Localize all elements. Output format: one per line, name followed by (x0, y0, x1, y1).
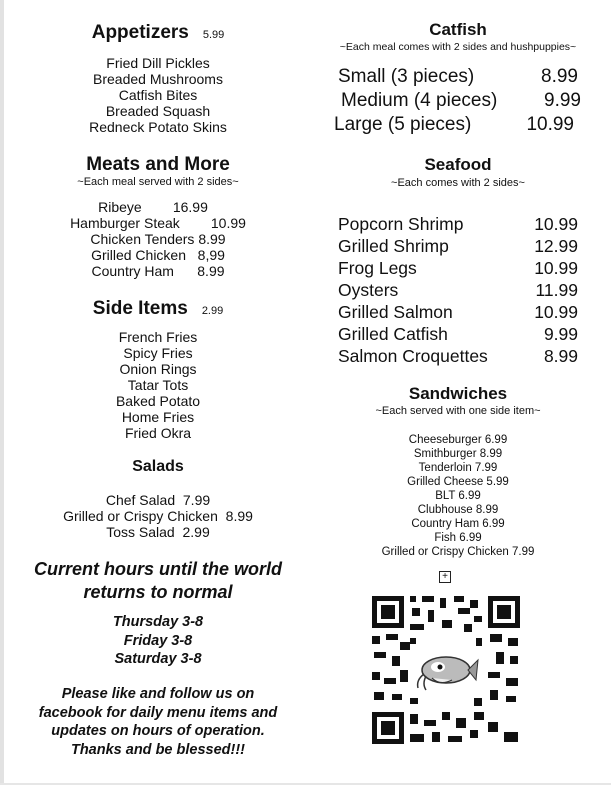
hours-title-line: Current hours until the world (34, 559, 282, 579)
hours-title (8, 558, 308, 604)
list-item: BLT 6.99 (435, 490, 481, 502)
list-item: Grilled or Crispy Chicken 7.99 (381, 546, 535, 558)
catfish-list (308, 65, 608, 137)
item-name: Grilled Catfish (338, 324, 448, 344)
item-name: Grilled Shrimp (338, 236, 449, 256)
note-line: Please like and follow us on (61, 686, 255, 702)
note-line: Thanks and be blessed!!! (70, 741, 246, 758)
list-item: Smithburger 8.99 (413, 448, 503, 460)
list-item: Tenderloin 7.99 (418, 462, 498, 474)
sides-heading (8, 298, 308, 320)
appetizers-title: Appetizers (91, 22, 189, 43)
item-name: Popcorn Shrimp (338, 214, 464, 234)
qr-code-icon (370, 594, 522, 746)
list-item: Hamburger Steak 10.99 (70, 215, 246, 231)
list-item: Home Fries (121, 409, 195, 425)
salads-list (8, 492, 308, 540)
plus-box-icon[interactable]: + (439, 571, 451, 583)
list-item: Country Ham 8.99 (91, 263, 225, 279)
item-price: 10.99 (534, 302, 578, 322)
appetizers-heading (8, 22, 308, 44)
sides-list (8, 329, 308, 441)
list-item (308, 89, 608, 113)
list-item (308, 113, 608, 137)
item-price: 9.99 (543, 324, 578, 344)
item-price: 10.99 (526, 114, 574, 135)
list-item: Ribeye 16.99 (98, 199, 208, 215)
item-name: Salmon Croquettes (338, 346, 488, 366)
list-item: French Fries (118, 329, 198, 345)
list-item: Grilled Chicken 8,99 (91, 247, 225, 263)
list-item: Cheeseburger 6.99 (408, 434, 508, 446)
list-item: Spicy Fries (123, 345, 193, 361)
note-line: facebook for daily menu items and (38, 704, 278, 721)
list-item: Breaded Squash (105, 103, 211, 119)
item-price: 8.99 (543, 346, 578, 366)
hours-days (8, 613, 308, 669)
item-name: Medium (4 pieces) (341, 90, 498, 111)
sides-price: 2.99 (201, 305, 224, 317)
item-price: 10.99 (534, 214, 578, 234)
item-price: 12.99 (534, 236, 578, 256)
meats-heading: Meats and More (86, 154, 230, 175)
right-column (308, 0, 608, 785)
list-item (308, 65, 608, 89)
list-item: Onion Rings (119, 361, 197, 377)
list-item (308, 345, 608, 367)
list-item (308, 235, 608, 257)
list-item: Fried Dill Pickles (106, 55, 210, 71)
list-item: Toss Salad 2.99 (106, 524, 210, 540)
hours-title-line: returns to normal (83, 582, 233, 602)
seafood-note: ~Each comes with 2 sides~ (391, 177, 525, 189)
item-name: Large (5 pieces) (334, 114, 472, 135)
item-name: Small (3 pieces) (338, 66, 475, 87)
list-item: Grilled or Crispy Chicken 8.99 (63, 508, 253, 524)
list-item: Grilled Cheese 5.99 (407, 476, 509, 488)
hours-day: Thursday 3-8 (112, 614, 204, 630)
list-item: Fish 6.99 (434, 532, 482, 544)
catfish-heading: Catfish (429, 20, 487, 39)
appetizers-price: 5.99 (202, 29, 225, 41)
sandwiches-heading: Sandwiches (408, 384, 508, 403)
facebook-note (8, 685, 308, 759)
sandwiches-note: ~Each served with one side item~ (375, 405, 541, 417)
catfish-note: ~Each meal comes with 2 sides and hushpuppies~ (339, 41, 577, 53)
meats-note: ~Each meal served with 2 sides~ (77, 176, 239, 188)
list-item: Chicken Tenders 8.99 (90, 231, 226, 247)
sandwiches-list (308, 433, 608, 559)
seafood-list (308, 213, 608, 367)
hours-day: Saturday 3-8 (114, 651, 202, 667)
hours-day: Friday 3-8 (123, 632, 193, 649)
note-line: updates on hours of operation. (51, 723, 265, 739)
list-item: Fried Okra (124, 425, 192, 441)
list-item: Catfish Bites (118, 87, 198, 103)
page-left-border (0, 0, 4, 785)
list-item: Clubhouse 8.99 (417, 504, 499, 516)
list-item: Redneck Potato Skins (89, 119, 227, 135)
item-name: Frog Legs (338, 258, 417, 278)
appetizers-list (8, 55, 308, 135)
meats-list (8, 199, 308, 279)
list-item: Tatar Tots (127, 377, 189, 393)
list-item: Country Ham 6.99 (411, 518, 505, 530)
list-item (308, 323, 608, 345)
list-item (308, 279, 608, 301)
list-item (308, 257, 608, 279)
item-price: 9.99 (544, 90, 581, 111)
item-price: 10.99 (534, 258, 578, 278)
list-item (308, 213, 608, 235)
sides-title: Side Items (92, 298, 188, 319)
list-item: Breaded Mushrooms (93, 71, 223, 87)
list-item: Chef Salad 7.99 (105, 492, 211, 508)
seafood-heading: Seafood (424, 155, 492, 174)
item-name: Oysters (338, 280, 399, 300)
list-item: Baked Potato (115, 393, 201, 409)
list-item (308, 301, 608, 323)
item-price: 8.99 (541, 66, 578, 87)
item-name: Grilled Salmon (338, 302, 453, 322)
left-column (8, 0, 308, 785)
salads-heading: Salads (132, 458, 184, 475)
item-price: 11.99 (535, 280, 578, 300)
